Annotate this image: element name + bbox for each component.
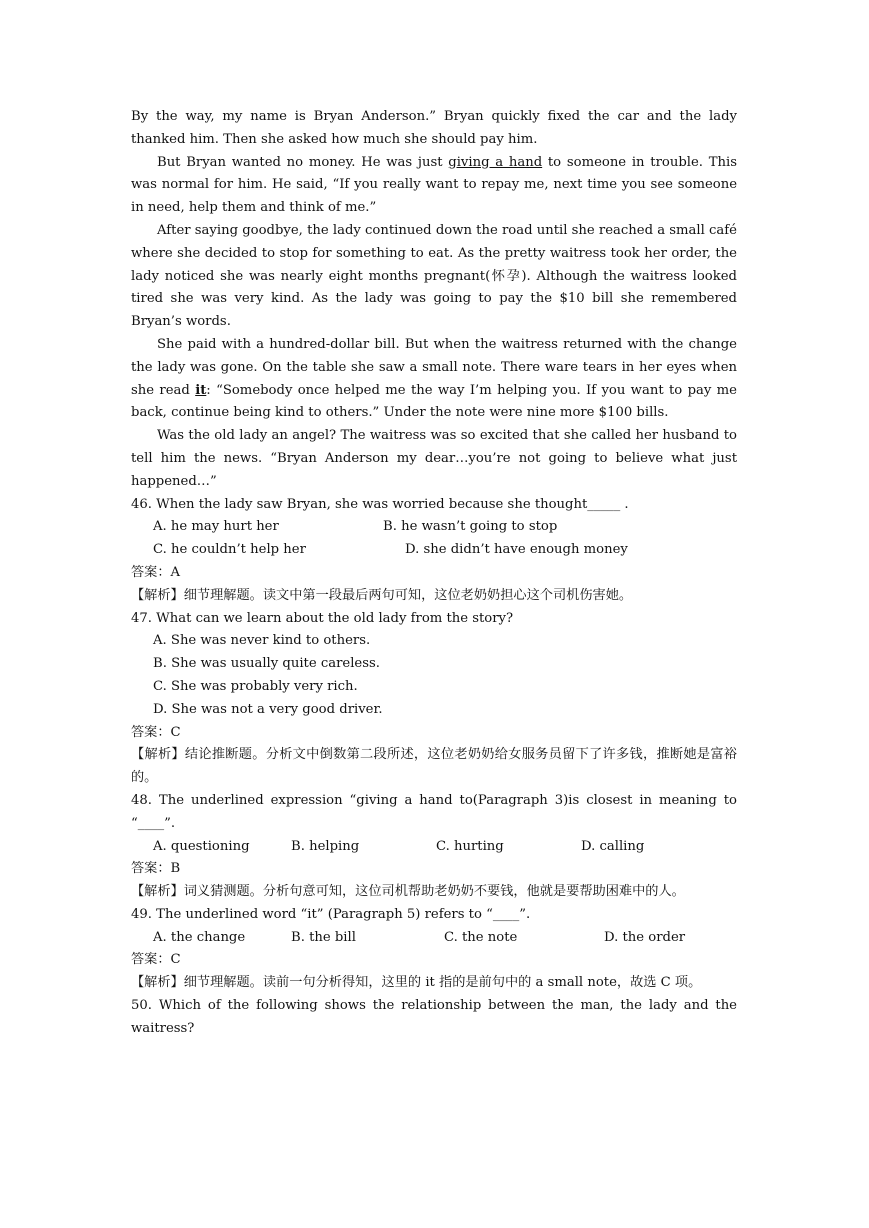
question-47-option-a: A. She was never kind to others. bbox=[153, 633, 371, 649]
question-49-stem: 49. The underlined word “it” (Paragraph 5) refers to “____”. bbox=[131, 906, 531, 922]
p3-text-before: But Bryan wanted no money. He was just bbox=[157, 154, 449, 170]
question-48-explanation: 【解析】词义猜测题。分析句意可知，这位司机帮助老奶奶不要钱，他就是要帮助困难中的人。 bbox=[131, 884, 685, 900]
passage-paragraph-2-tail: By the way, my name is Bryan Anderson.” Bryan quickly fixed the car and the lady thanked him. Then she asked how much she should pay him. bbox=[131, 109, 737, 147]
question-48-option-c: C. hurting bbox=[436, 838, 504, 854]
question-49-option-c: C. the note bbox=[444, 929, 518, 945]
question-47-answer: 答案：C bbox=[131, 724, 181, 740]
p3-text-after: to someone in trouble. This was normal for him. He said, “If you really want to repay me, next time you see someone in need, help them and think of me.” bbox=[131, 154, 737, 216]
question-50-stem: 50. Which of the following shows the relationship between the man, the lady and the waitress? bbox=[131, 998, 737, 1036]
question-46-options-row-1 bbox=[131, 516, 737, 539]
passage-paragraph-5 bbox=[131, 334, 737, 425]
question-48-option-a: A. questioning bbox=[153, 838, 250, 854]
question-47-option-d: D. She was not a very good driver. bbox=[153, 701, 383, 717]
question-46-option-d: D. she didn’t have enough money bbox=[405, 542, 628, 558]
question-49-option-a: A. the change bbox=[153, 929, 246, 945]
question-46-option-a: A. he may hurt her bbox=[153, 519, 279, 535]
question-49-option-d: D. the order bbox=[604, 929, 686, 945]
question-47-option-c: C. She was probably very rich. bbox=[153, 678, 358, 694]
question-49-explanation: 【解析】细节理解题。读前一句分析得知，这里的 it 指的是前句中的 a small note，故选 C 项。 bbox=[131, 975, 702, 991]
p5-text-before: She paid with a hundred-dollar bill. But when the waitress returned with the change the lady was gone. On the table she saw a small note. There ware tears in her eyes when she read bbox=[131, 336, 737, 398]
question-46-explanation: 【解析】细节理解题。读文中第一段最后两句可知，这位老奶奶担心这个司机伤害她。 bbox=[131, 587, 633, 603]
question-47-explanation: 【解析】结论推断题。分析文中倒数第二段所述，这位老奶奶给女服务员留下了许多钱，推断她是富裕的。 bbox=[131, 747, 737, 786]
question-46-options-row-2 bbox=[131, 539, 737, 562]
question-49-options-row bbox=[131, 927, 737, 950]
question-48-stem: 48. The underlined expression “giving a hand to(Paragraph 3)is closest in meaning to “____”. bbox=[131, 792, 737, 831]
passage-paragraph-3 bbox=[131, 152, 737, 220]
question-46-answer: 答案：A bbox=[131, 564, 181, 580]
underlined-phrase-giving-a-hand: giving a hand bbox=[448, 154, 543, 170]
passage-paragraph-4: After saying goodbye, the lady continued down the road until she reached a small café where she decided to stop for something to eat. As the pretty waitress took her order, the lady noticed she was nearly eight months pregnant(怀孕). Although the waitress looked tired she was very kind. As the lady was going to pay the $10 bill she remembered Bryan’s words. bbox=[131, 222, 737, 330]
question-46-option-c: C. he couldn’t help her bbox=[153, 542, 306, 558]
question-47-option-b: B. She was usually quite careless. bbox=[153, 656, 380, 672]
question-48-options-row bbox=[131, 836, 737, 859]
question-48-answer: 答案：B bbox=[131, 861, 181, 877]
question-46-stem: 46. When the lady saw Bryan, she was worried because she thought_____ . bbox=[131, 496, 629, 512]
question-46-option-b: B. he wasn’t going to stop bbox=[383, 519, 558, 535]
question-49-option-b: B. the bill bbox=[291, 929, 356, 945]
question-48-option-b: B. helping bbox=[291, 838, 360, 854]
question-47-stem: 47. What can we learn about the old lady from the story? bbox=[131, 610, 514, 626]
document-page bbox=[131, 106, 737, 1041]
question-49-answer: 答案：C bbox=[131, 952, 181, 968]
question-48-option-d: D. calling bbox=[581, 838, 645, 854]
passage-paragraph-6: Was the old lady an angel? The waitress was so excited that she called her husband to tell him the news. “Bryan Anderson my dear…you’re not going to believe what just happened…” bbox=[131, 428, 737, 489]
underlined-word-it: it bbox=[195, 382, 207, 398]
p5-text-after: : “Somebody once helped me the way I’m helping you. If you want to pay me back, continue being kind to others.” Under the note were nine more $100 bills. bbox=[131, 382, 737, 421]
